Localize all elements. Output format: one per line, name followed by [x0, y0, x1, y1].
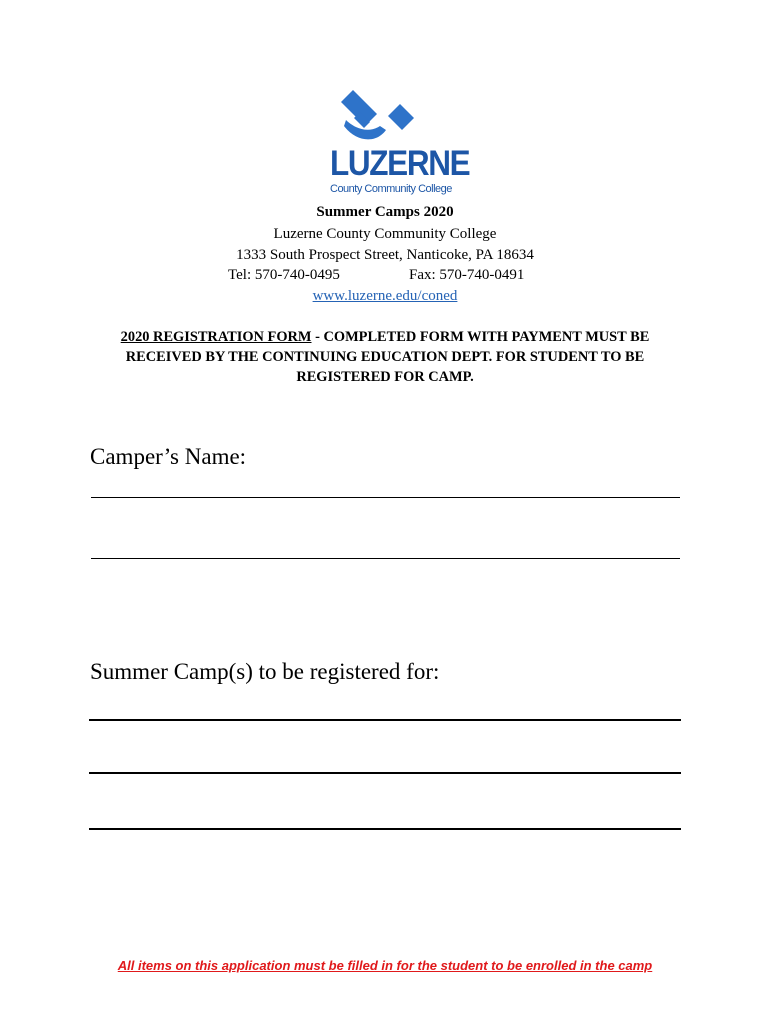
document-title: Summer Camps 2020	[316, 204, 454, 220]
summer-camps-label: Summer Camp(s) to be registered for:	[90, 659, 440, 684]
camp-line-1[interactable]	[89, 719, 681, 721]
registration-notice	[95, 327, 675, 387]
logo-wordmark: LUZERNE	[330, 144, 470, 183]
camper-name-line-2[interactable]	[91, 558, 680, 559]
camper-name-label: Camper’s Name:	[90, 444, 247, 469]
registration-form-heading: 2020 REGISTRATION FORM	[120, 329, 312, 345]
camp-line-2[interactable]	[89, 772, 681, 774]
website-link[interactable]: www.luzerne.edu/coned	[312, 288, 458, 304]
fax-number: Fax: 570-740-0491	[409, 267, 525, 283]
phone-number: Tel: 570-740-0495	[228, 267, 340, 283]
camper-name-line-1[interactable]	[91, 497, 680, 498]
college-address: 1333 South Prospect Street, Nanticoke, PA 18634	[236, 247, 534, 263]
college-name: Luzerne County Community College	[273, 226, 497, 242]
footer-warning: All items on this application must be filled in for the student to be enrolled in the camp	[117, 958, 653, 973]
camp-line-3[interactable]	[89, 828, 681, 830]
registration-notice-text: - COMPLETED FORM WITH PAYMENT MUST BE RECEIVED BY THE CONTINUING EDUCATION DEPT. FOR STUDENT TO BE REGISTERED FOR CAMP.	[125, 329, 650, 385]
logo-subtitle: County Community College	[330, 183, 452, 195]
